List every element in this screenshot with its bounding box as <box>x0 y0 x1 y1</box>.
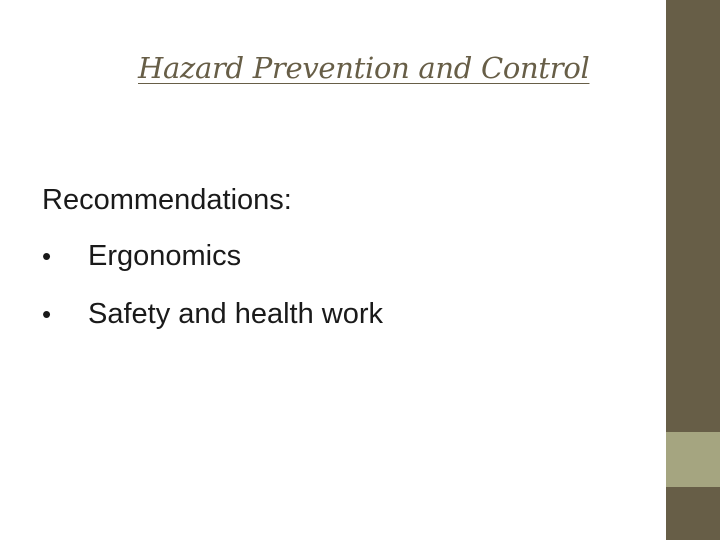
bullet-icon: • <box>42 299 52 329</box>
recommendations-heading: Recommendations: <box>42 184 292 216</box>
bullet-item-safety-health-work <box>42 294 383 352</box>
side-bar-accent <box>666 432 720 487</box>
bullet-list <box>42 236 383 352</box>
bullet-item-ergonomics <box>42 236 383 294</box>
bullet-label: Ergonomics <box>88 240 242 272</box>
slide-title: Hazard Prevention and Control <box>138 51 590 85</box>
bullet-label: Safety and health work <box>88 298 384 330</box>
bullet-icon: • <box>42 241 52 271</box>
